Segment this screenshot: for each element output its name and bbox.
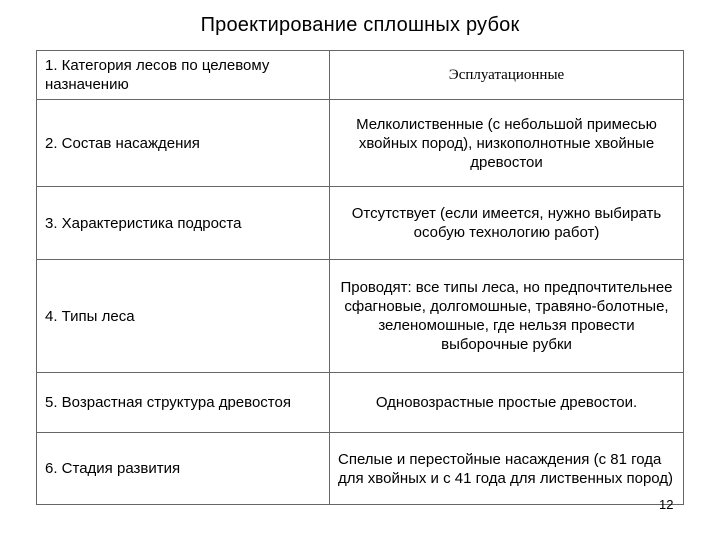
design-table (36, 50, 684, 505)
table-row (37, 373, 684, 433)
row-label: 4. Типы леса (37, 260, 330, 373)
row-label: 6. Стадия развития (37, 433, 330, 505)
row-value: Мелколиственные (с небольшой примесью хвойных пород), низкополнотные хвойные древостои (330, 100, 684, 187)
page-title: Проектирование сплошных рубок (200, 14, 520, 36)
row-value: Одновозрастные простые древостои. (330, 373, 684, 433)
row-label: 5. Возрастная структура древостоя (37, 373, 330, 433)
row-value: Отсутствует (если имеется, нужно выбирать особую технологию работ) (330, 187, 684, 260)
row-value: Проводят: все типы леса, но предпочтительнее сфагновые, долгомошные, травяно-болотные, зеленомошные, где нельзя провести выборочные рубки (330, 260, 684, 373)
row-label: 2. Состав насаждения (37, 100, 330, 187)
row-value: Спелые и перестойные насаждения (с 81 года для хвойных и с 41 года для лиственных пород) (330, 433, 684, 505)
table-row (37, 187, 684, 260)
table-row (37, 260, 684, 373)
table-row (37, 433, 684, 505)
row-value: Эсплуатационные (330, 51, 684, 100)
row-label: 1. Категория лесов по целевому назначению (37, 51, 330, 100)
table-row (37, 100, 684, 187)
row-label: 3. Характеристика подроста (37, 187, 330, 260)
page-number: 12 (659, 497, 674, 512)
table-row (37, 51, 684, 100)
